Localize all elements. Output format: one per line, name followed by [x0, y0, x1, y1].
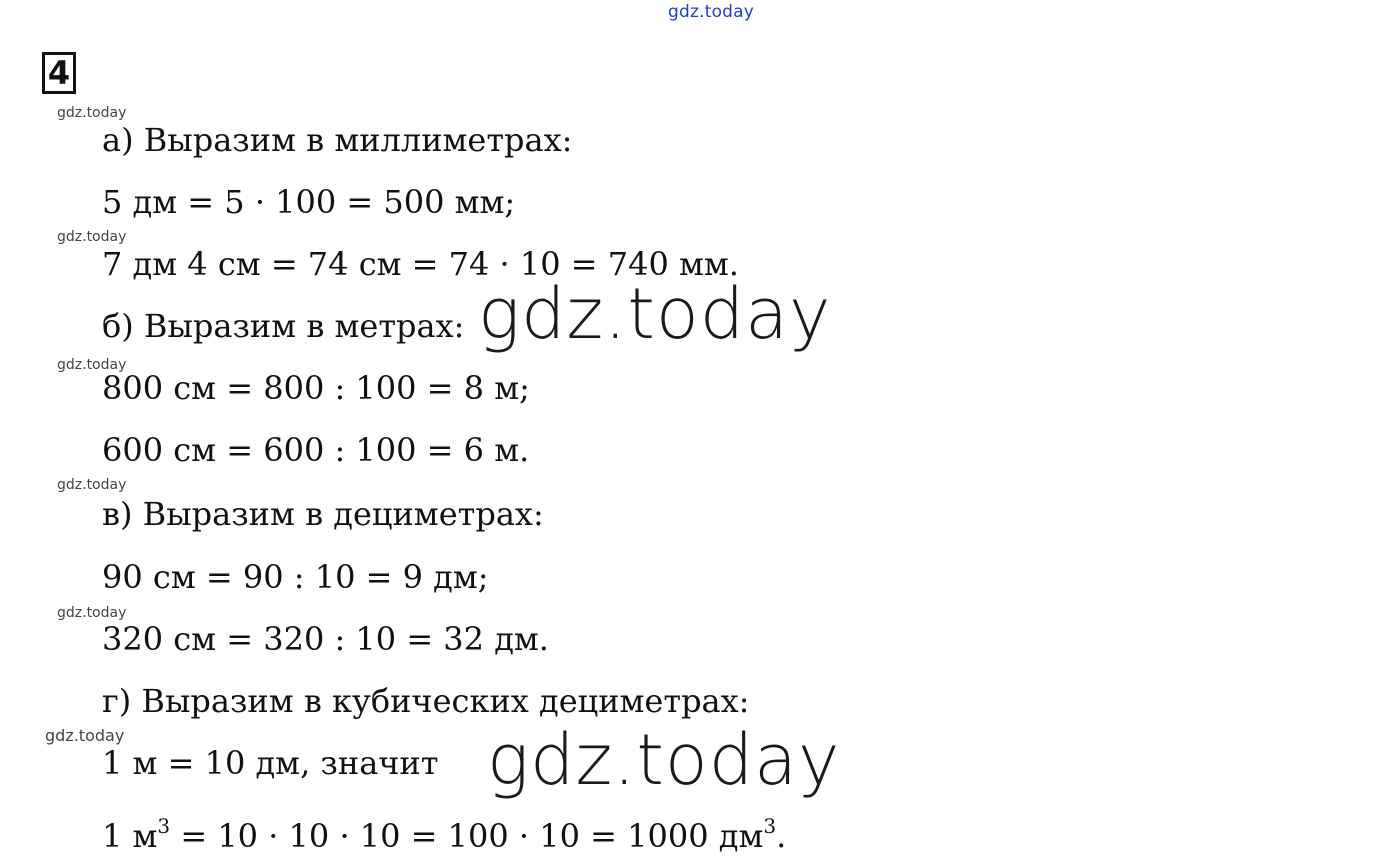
section-g-line-2 [102, 806, 786, 856]
watermark-small: gdz.today [57, 229, 127, 245]
section-g-line-1: 1 м = 10 дм, значит [102, 744, 439, 782]
section-v-line-1: 90 см = 90 : 10 = 9 дм; [102, 558, 489, 596]
watermark-large: gdz.today [487, 719, 841, 801]
section-b-heading: б) Выразим в метрах: [102, 307, 465, 345]
section-a-line-2: 7 дм 4 см = 74 см = 74 · 10 = 740 мм. [102, 245, 739, 283]
exponent: 3 [763, 814, 777, 838]
watermark-large: gdz.today [478, 273, 832, 355]
g-line-2-middle: = 10 · 10 · 10 = 100 · 10 = 1000 дм [170, 817, 764, 855]
watermark-small: gdz.today [45, 726, 125, 745]
section-v-line-2: 320 см = 320 : 10 = 32 дм. [102, 620, 549, 658]
watermark-small: gdz.today [57, 605, 127, 621]
section-v-heading: в) Выразим в дециметрах: [102, 495, 544, 533]
g-line-2-left: 1 м [102, 817, 158, 855]
watermark-small: gdz.today [57, 477, 127, 493]
exponent: 3 [157, 814, 171, 838]
section-g-heading: г) Выразим в кубических дециметрах: [102, 682, 750, 720]
section-b-line-1: 800 см = 800 : 100 = 8 м; [102, 369, 530, 407]
section-a-heading: а) Выразим в миллиметрах: [102, 121, 573, 159]
section-a-line-1: 5 дм = 5 · 100 = 500 мм; [102, 183, 516, 221]
watermark-small: gdz.today [57, 357, 127, 373]
task-number-box: 4 [42, 52, 76, 94]
watermark-small: gdz.today [57, 105, 127, 121]
watermark-top: gdz.today [668, 2, 755, 22]
g-line-2-end: . [776, 817, 787, 855]
section-b-line-2: 600 см = 600 : 100 = 6 м. [102, 431, 530, 469]
